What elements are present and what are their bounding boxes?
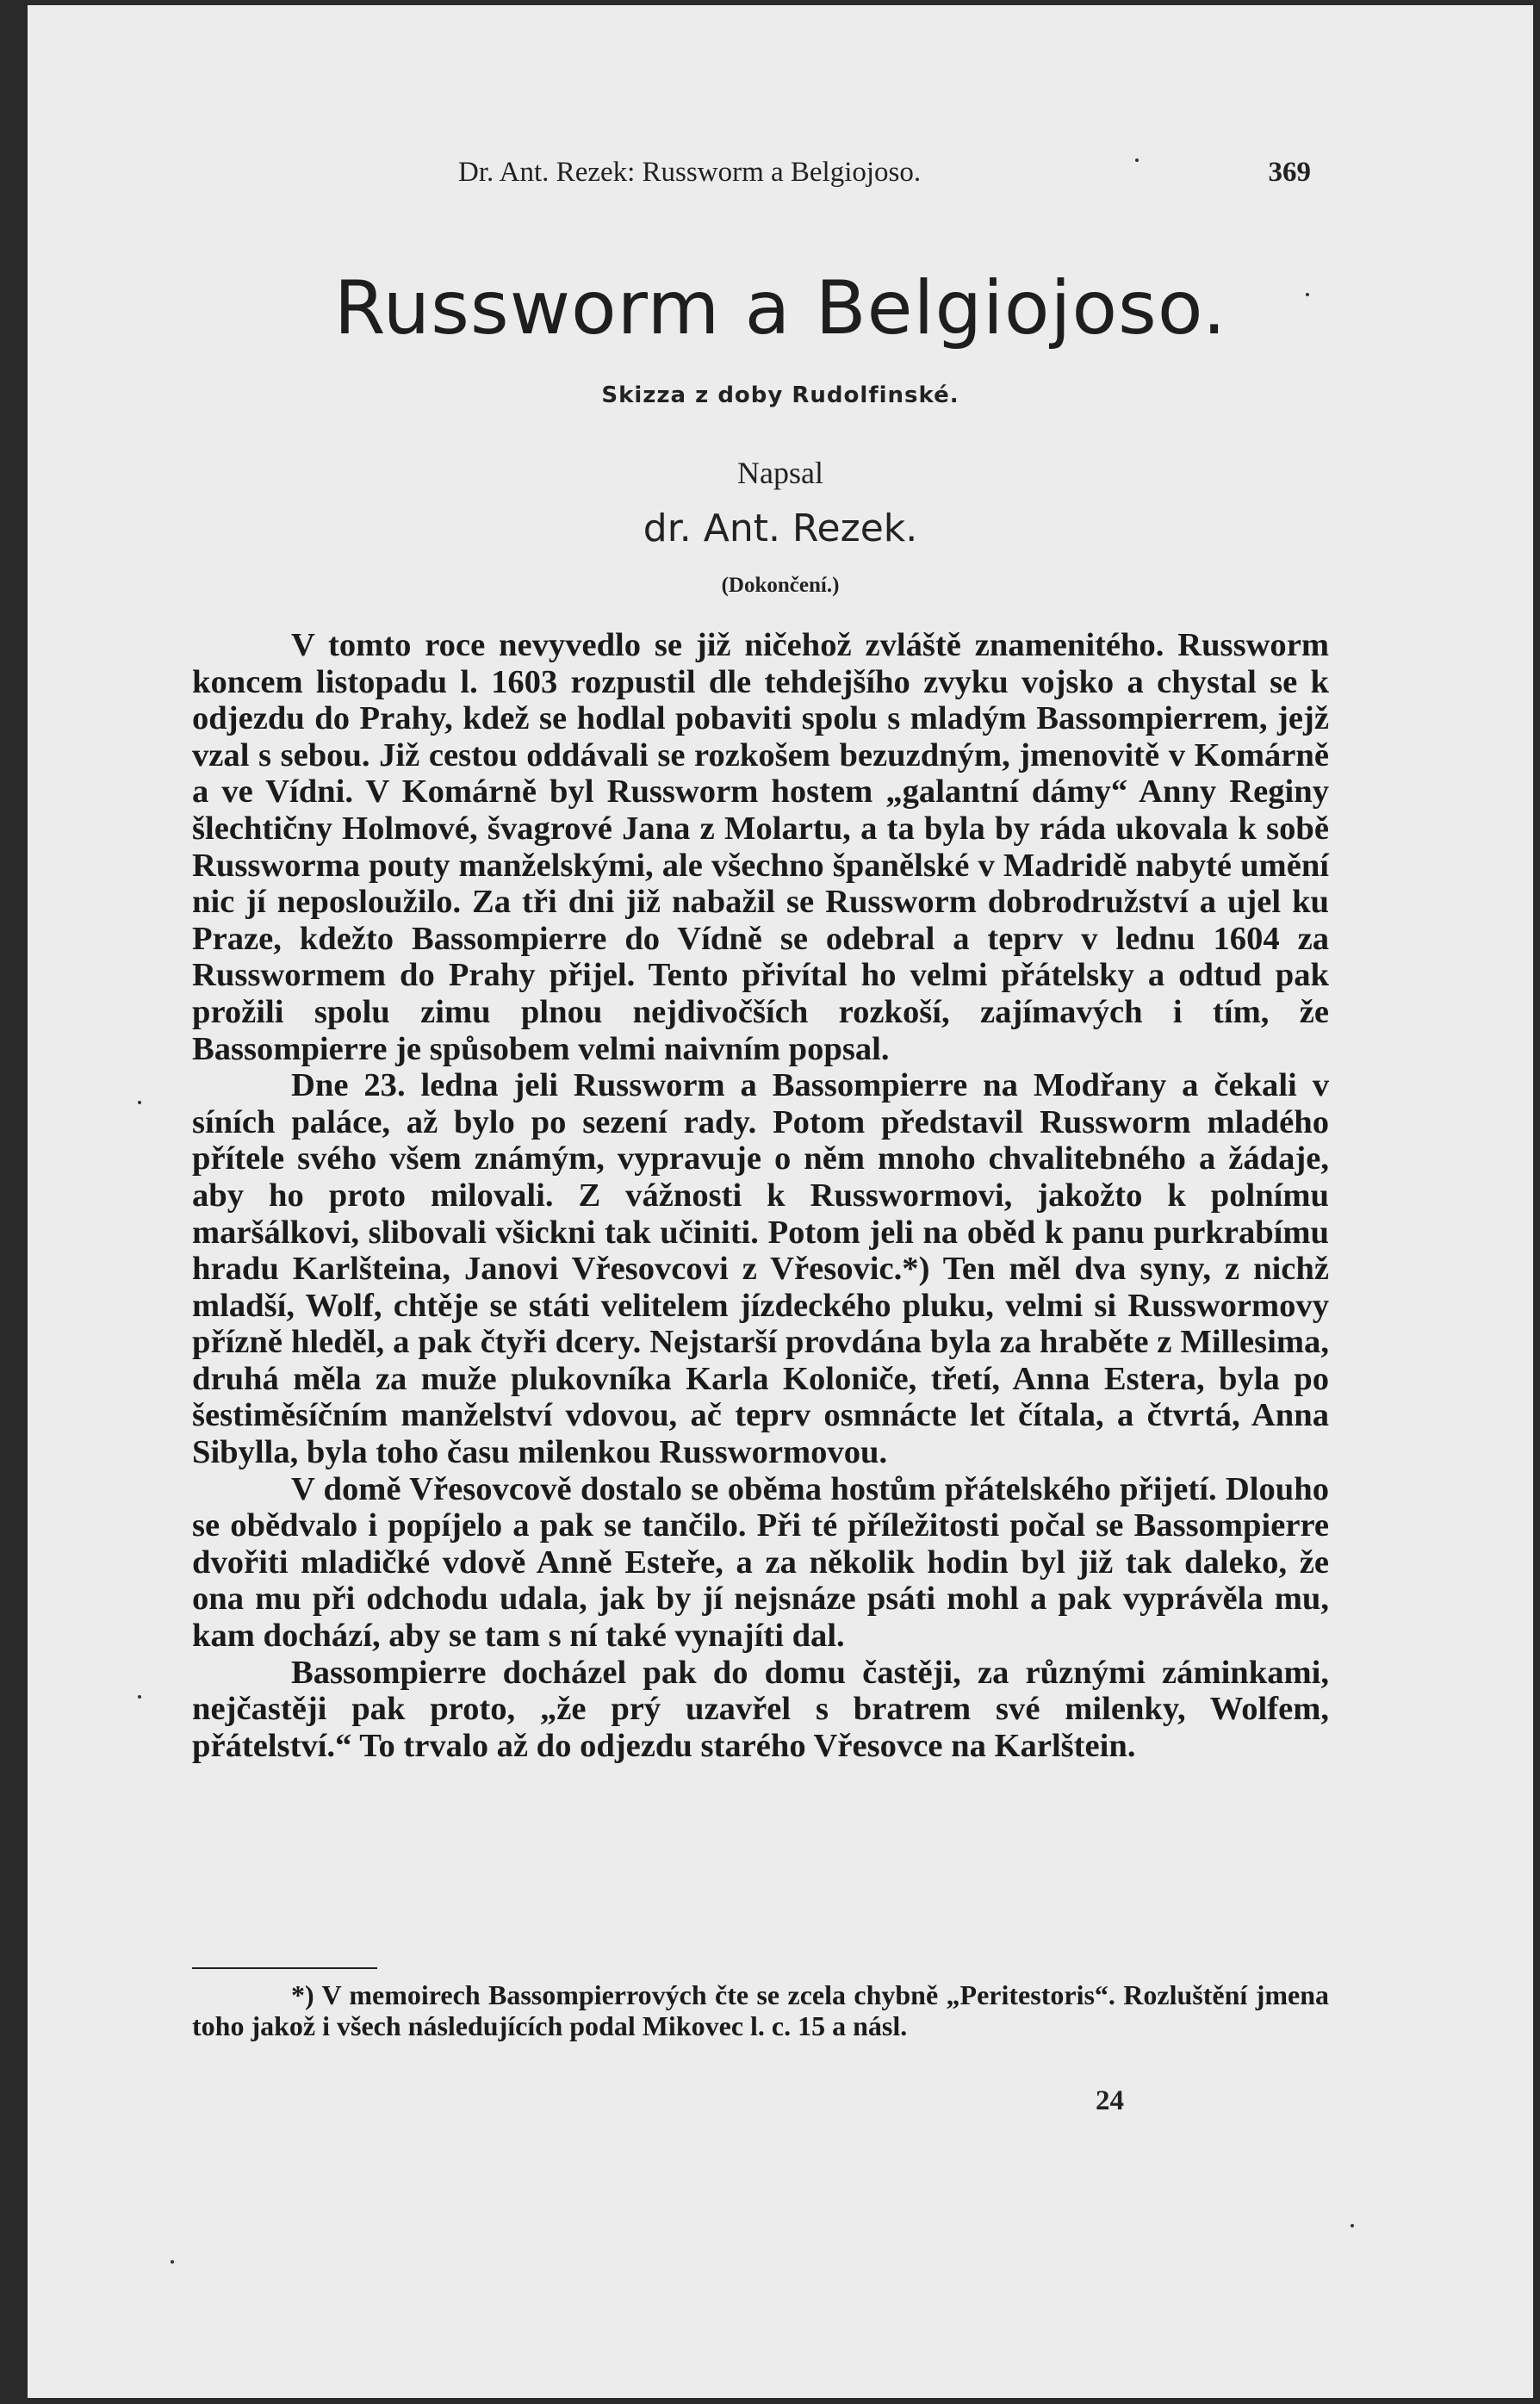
footnote-divider bbox=[192, 1967, 377, 1969]
article-subtitle: Skizza z doby Rudolfinské. bbox=[601, 382, 959, 408]
paragraph: Dne 23. ledna jeli Russworm a Bassompierre na Modřany a čekali v síních paláce, až bylo po sezení rady. Potom představil Russworm mladého přítele svého všem známým, vypravuje o něm mnoho chvalitebného a žádaje, aby ho proto milovali. Z vážnosti k Russwormovi, jakožto k polnímu maršálkovi, slibovali všickni tak učiniti. Potom jeli na oběd k panu purkrabímu hradu Karlšteina, Janovi Vřesovcovi z Vřesovic.*) Ten měl dva syny, z nichž mladší, Wolf, chtěje se státi velitelem jízdeckého pluku, velmi si Russwormovy přízně hleděl, a pak čtyři dcery. Nejstarší provdána byla za hraběte z Millesima, druhá měla za muže plukovníka Karla Koloniče, třetí, Anna Estera, byla po šestiměsíčním manželství vdovou, ač teprv osmnácte let čítala, a čtvrtá, Anna Sibylla, byla toho času milenkou Russwormovou. bbox=[192, 1067, 1329, 1471]
print-speck bbox=[1351, 2224, 1354, 2227]
article-title: Russworm a Belgiojoso. bbox=[333, 265, 1227, 351]
print-speck bbox=[1135, 158, 1139, 162]
paragraph: V tomto roce nevyvedlo se již ničehož zvláště znamenitého. Russworm koncem listopadu l. 1603 rozpustil dle tehdejšího zvyku vojsko a chystal se k odjezdu do Prahy, kdež se hodlal pobaviti spolu s mladým Bassompierrem, jejž vzal s sebou. Již cestou oddávali se rozkošem bezuzdným, jmenovitě v Komárně a ve Vídni. V Komárně byl Russworm hostem „galantní dámy“ Anny Reginy šlechtičny Holmové, švagrové Jana z Molartu, a ta byla by ráda ukovala k sobě Russworma pouty manželskými, ale všechno španělské v Madridě nabyté umění nic jí neposloužilo. Za tři dni již nabažil se Russworm dobrodružství a ujel ku Praze, kdežto Bassompierre do Vídně se odebral a teprv v lednu 1604 za Russwormem do Prahy přijel. Tento přivítal ho velmi přátelsky a odtud pak prožili spolu zimu plnou nejdivočších rozkoší, zajímavých i tím, že Bassompierre je spůsobem velmi naivním popsal. bbox=[192, 627, 1329, 1067]
author-name: dr. Ant. Rezek. bbox=[643, 506, 918, 550]
paragraph: V domě Vřesovcově dostalo se oběma hostům přátelského přijetí. Dlouho se obědvalo i popíjelo a pak se tančilo. Při té příležitosti počal se Bassompierre dvořiti mladičké vdově Anně Esteře, a za několik hodin byl již tak daleko, že ona mu při odchodu udala, jak by jí nejsnáze psáti mohl a pak vyprávěla mu, kam dochází, aby se tam s ní také vynajíti dal. bbox=[192, 1470, 1329, 1655]
continuation-note: (Dokončení.) bbox=[721, 574, 840, 597]
print-speck bbox=[1306, 293, 1309, 296]
page bbox=[28, 5, 1533, 2398]
paragraph: Bassompierre docházel pak do domu častěji, za různými záminkami, nejčastěji pak proto, „že prý uzavřel s bratrem své milenky, Wolfem, přátelství.“ To trvalo až do odjezdu starého Vřesovce na Karlštein. bbox=[192, 1654, 1329, 1764]
article-body bbox=[192, 627, 1329, 1764]
footnote-text: *) V memoirech Bassompierrových čte se zcela chybně „Peritestoris“. Rozluštění jmena toho jakož i všech následujících podal Mikovec l. c. 15 a násl. bbox=[192, 1979, 1329, 2041]
running-head-title: Dr. Ant. Rezek: Russworm a Belgiojoso. bbox=[458, 157, 922, 188]
footnote bbox=[192, 1979, 1329, 2041]
signature-mark: 24 bbox=[1096, 2085, 1124, 2116]
page-number: 369 bbox=[1268, 157, 1311, 188]
print-speck bbox=[138, 1695, 141, 1699]
print-speck bbox=[171, 2260, 174, 2264]
byline-label: Napsal bbox=[737, 456, 823, 490]
print-speck bbox=[138, 1101, 141, 1104]
